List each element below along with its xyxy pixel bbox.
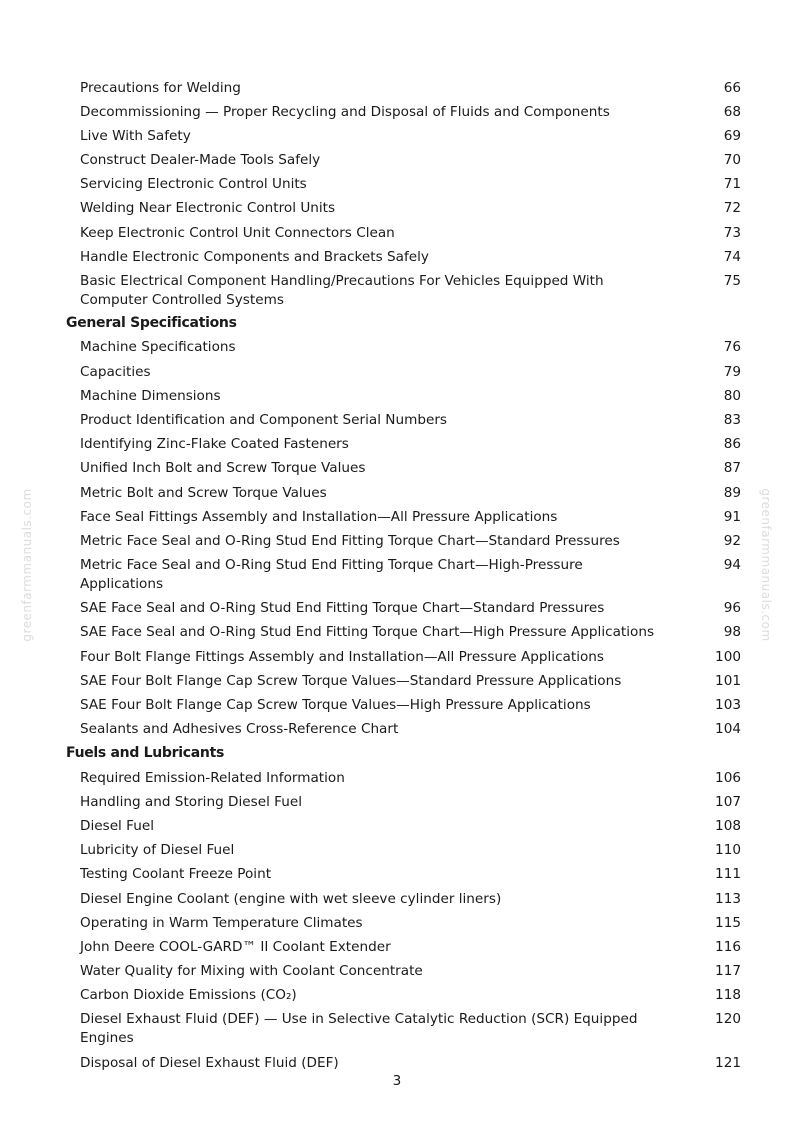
toc-entry-page[interactable]: 75 xyxy=(723,273,741,289)
toc-entry-title[interactable]: SAE Four Bolt Flange Cap Screw Torque Values—High Pressure Applications xyxy=(80,697,591,713)
page-number: 3 xyxy=(392,1073,402,1089)
toc-entry-title[interactable]: Diesel Engine Coolant (engine with wet sleeve cylinder liners) xyxy=(80,890,502,907)
toc-entry[interactable] xyxy=(0,839,794,863)
toc-entry-page[interactable]: 72 xyxy=(723,200,741,217)
toc-entry-title[interactable]: Metric Bolt and Screw Torque Values xyxy=(80,484,327,501)
toc-entry[interactable] xyxy=(0,935,794,959)
toc-entry-page[interactable]: 117 xyxy=(715,963,741,980)
toc-entry[interactable] xyxy=(0,124,794,148)
toc-entry[interactable] xyxy=(0,887,794,911)
toc-entry-page[interactable]: 80 xyxy=(723,387,741,404)
toc-entry-title[interactable]: Metric Face Seal and O-Ring Stud End Fitting Torque Chart—High-Pressure Applications xyxy=(80,557,583,593)
toc-entry[interactable] xyxy=(0,669,794,693)
toc-entry-page[interactable]: 74 xyxy=(723,248,741,265)
toc-entry-page[interactable]: 106 xyxy=(715,769,741,786)
toc-entry-title[interactable]: Machine Dimensions xyxy=(80,387,221,404)
toc-entry[interactable] xyxy=(0,694,794,718)
toc-entry-page[interactable]: 111 xyxy=(715,866,741,883)
toc-entry-page[interactable]: 83 xyxy=(723,411,741,428)
toc-entry[interactable] xyxy=(0,360,794,384)
toc-entry-page[interactable]: 110 xyxy=(715,842,741,859)
toc-entry-page[interactable]: 100 xyxy=(715,648,741,665)
toc-entry-title[interactable]: Disposal of Diesel Exhaust Fluid (DEF) xyxy=(80,1054,339,1071)
toc-entry[interactable] xyxy=(0,221,794,245)
toc-entry-page[interactable]: 76 xyxy=(723,339,741,356)
toc-entry[interactable] xyxy=(0,173,794,197)
toc-entry-title[interactable]: Capacities xyxy=(80,363,151,380)
section-heading[interactable]: General Specifications xyxy=(66,315,237,332)
toc-entry-title[interactable]: Carbon Dioxide Emissions (CO₂) xyxy=(80,987,297,1004)
toc-entry[interactable] xyxy=(0,984,794,1008)
toc-entry[interactable] xyxy=(0,1008,794,1051)
toc-entry[interactable] xyxy=(0,960,794,984)
toc-entry-title[interactable]: Operating in Warm Temperature Climates xyxy=(80,914,363,931)
toc-entry-title[interactable]: Servicing Electronic Control Units xyxy=(80,176,307,193)
toc-entry-title[interactable]: Lubricity of Diesel Fuel xyxy=(80,842,235,859)
toc-entry-title[interactable]: Decommissioning — Proper Recycling and Disposal of Fluids and Components xyxy=(80,103,610,120)
toc-entry[interactable] xyxy=(0,911,794,935)
toc-entry-page[interactable]: 79 xyxy=(723,363,741,380)
toc-entry-page[interactable]: 73 xyxy=(723,224,741,241)
toc-entry-page[interactable]: 71 xyxy=(723,176,741,193)
toc-entry-title[interactable]: Basic Electrical Component Handling/Precautions For Vehicles Equipped With Computer Controlled Systems xyxy=(80,273,604,308)
toc-entry-title[interactable]: Four Bolt Flange Fittings Assembly and Installation—All Pressure Applications xyxy=(80,648,604,665)
toc-entry[interactable] xyxy=(0,621,794,645)
toc-entry-page[interactable]: 92 xyxy=(723,532,741,549)
toc-entry[interactable] xyxy=(0,100,794,124)
toc-entry-page[interactable]: 120 xyxy=(715,1011,741,1028)
toc-entry-page[interactable]: 86 xyxy=(723,436,741,453)
toc-entry-page[interactable]: 104 xyxy=(715,721,741,738)
toc-entry[interactable] xyxy=(0,718,794,742)
toc-entry-page[interactable]: 70 xyxy=(723,152,741,169)
table-of-contents xyxy=(0,76,794,1075)
toc-entry-title[interactable]: Precautions for Welding xyxy=(80,79,241,96)
toc-entry[interactable] xyxy=(0,597,794,621)
toc-entry[interactable] xyxy=(0,554,794,597)
section-heading[interactable]: Fuels and Lubricants xyxy=(66,745,224,762)
toc-entry-title[interactable]: Keep Electronic Control Unit Connectors Clean xyxy=(80,224,395,241)
toc-entry-page[interactable]: 98 xyxy=(723,624,741,641)
toc-entry-page[interactable]: 103 xyxy=(715,697,741,713)
toc-entry[interactable] xyxy=(0,384,794,408)
toc-entry-page[interactable]: 115 xyxy=(715,914,741,931)
toc-entry-title[interactable]: SAE Face Seal and O-Ring Stud End Fitting Torque Chart—Standard Pressures xyxy=(80,600,605,617)
toc-entry-title[interactable]: Live With Safety xyxy=(80,127,191,144)
toc-entry[interactable] xyxy=(0,814,794,838)
toc-entry[interactable] xyxy=(0,645,794,669)
toc-entry-title[interactable]: Diesel Exhaust Fluid (DEF) — Use in Selective Catalytic Reduction (SCR) Equipped Engines xyxy=(80,1011,638,1047)
toc-entry[interactable] xyxy=(0,197,794,221)
toc-entry[interactable] xyxy=(0,863,794,887)
toc-entry[interactable] xyxy=(0,149,794,173)
toc-entry-title[interactable]: Testing Coolant Freeze Point xyxy=(80,866,272,883)
toc-entry-page[interactable]: 96 xyxy=(723,600,741,617)
toc-entry-title[interactable]: Handling and Storing Diesel Fuel xyxy=(80,793,302,810)
toc-entry-title[interactable]: Face Seal Fittings Assembly and Installation—All Pressure Applications xyxy=(80,508,558,525)
toc-entry[interactable] xyxy=(0,790,794,814)
toc-entry-title[interactable]: Welding Near Electronic Control Units xyxy=(80,200,336,217)
toc-entry-page[interactable]: 107 xyxy=(715,793,741,810)
toc-entry-page[interactable]: 68 xyxy=(723,103,741,120)
toc-entry-page[interactable]: 108 xyxy=(715,817,741,834)
toc-entry[interactable] xyxy=(0,766,794,790)
toc-entry-page[interactable]: 118 xyxy=(715,987,741,1004)
toc-entry-page[interactable]: 89 xyxy=(723,484,741,501)
toc-entry-title[interactable]: Sealants and Adhesives Cross-Reference Chart xyxy=(80,721,399,738)
toc-entry-page[interactable]: 116 xyxy=(715,938,741,955)
watermark-left: greenfarmmanuals.com xyxy=(20,488,34,642)
toc-entry[interactable] xyxy=(0,457,794,481)
toc-entry-page[interactable]: 87 xyxy=(723,460,741,477)
toc-entry[interactable] xyxy=(0,433,794,457)
toc-entry-title[interactable]: Machine Specifications xyxy=(80,339,236,356)
toc-entry[interactable] xyxy=(0,245,794,269)
toc-entry[interactable] xyxy=(0,336,794,360)
toc-entry-title[interactable]: Required Emission-Related Information xyxy=(80,769,345,786)
toc-entry-title[interactable]: John Deere COOL-GARD™ II Coolant Extender xyxy=(80,938,391,955)
toc-entry-title[interactable]: Metric Face Seal and O-Ring Stud End Fitting Torque Chart—Standard Pressures xyxy=(80,532,620,549)
toc-entry-title[interactable]: SAE Face Seal and O-Ring Stud End Fitting Torque Chart—High Pressure Applications xyxy=(80,624,655,641)
toc-entry[interactable] xyxy=(0,529,794,553)
toc-entry[interactable] xyxy=(0,270,794,312)
toc-entry[interactable] xyxy=(0,408,794,432)
toc-entry-title[interactable]: Product Identification and Component Serial Numbers xyxy=(80,411,447,428)
toc-entry-page[interactable]: 66 xyxy=(723,79,741,96)
toc-entry[interactable] xyxy=(0,76,794,100)
toc-entry-title[interactable]: Water Quality for Mixing with Coolant Concentrate xyxy=(80,963,423,980)
toc-entry-title[interactable]: SAE Four Bolt Flange Cap Screw Torque Values—Standard Pressure Applications xyxy=(80,672,622,689)
toc-entry-page[interactable]: 121 xyxy=(715,1054,741,1071)
toc-entry-title[interactable]: Handle Electronic Components and Brackets Safely xyxy=(80,248,429,265)
toc-entry-title[interactable]: Construct Dealer-Made Tools Safely xyxy=(80,152,321,169)
toc-entry-page[interactable]: 69 xyxy=(723,127,741,144)
toc-entry-title[interactable]: Diesel Fuel xyxy=(80,817,154,834)
watermark-right: greenfarmmanuals.com xyxy=(759,488,773,642)
toc-entry-page[interactable]: 101 xyxy=(715,672,741,689)
toc-entry-page[interactable]: 91 xyxy=(723,508,741,525)
toc-entry-title[interactable]: Identifying Zinc-Flake Coated Fasteners xyxy=(80,436,349,453)
toc-entry[interactable] xyxy=(0,481,794,505)
toc-entry-title[interactable]: Unified Inch Bolt and Screw Torque Values xyxy=(80,460,366,477)
toc-entry-page[interactable]: 94 xyxy=(723,557,741,574)
toc-entry[interactable] xyxy=(0,505,794,529)
toc-entry[interactable] xyxy=(0,1051,794,1075)
toc-entry-page[interactable]: 113 xyxy=(715,890,741,907)
